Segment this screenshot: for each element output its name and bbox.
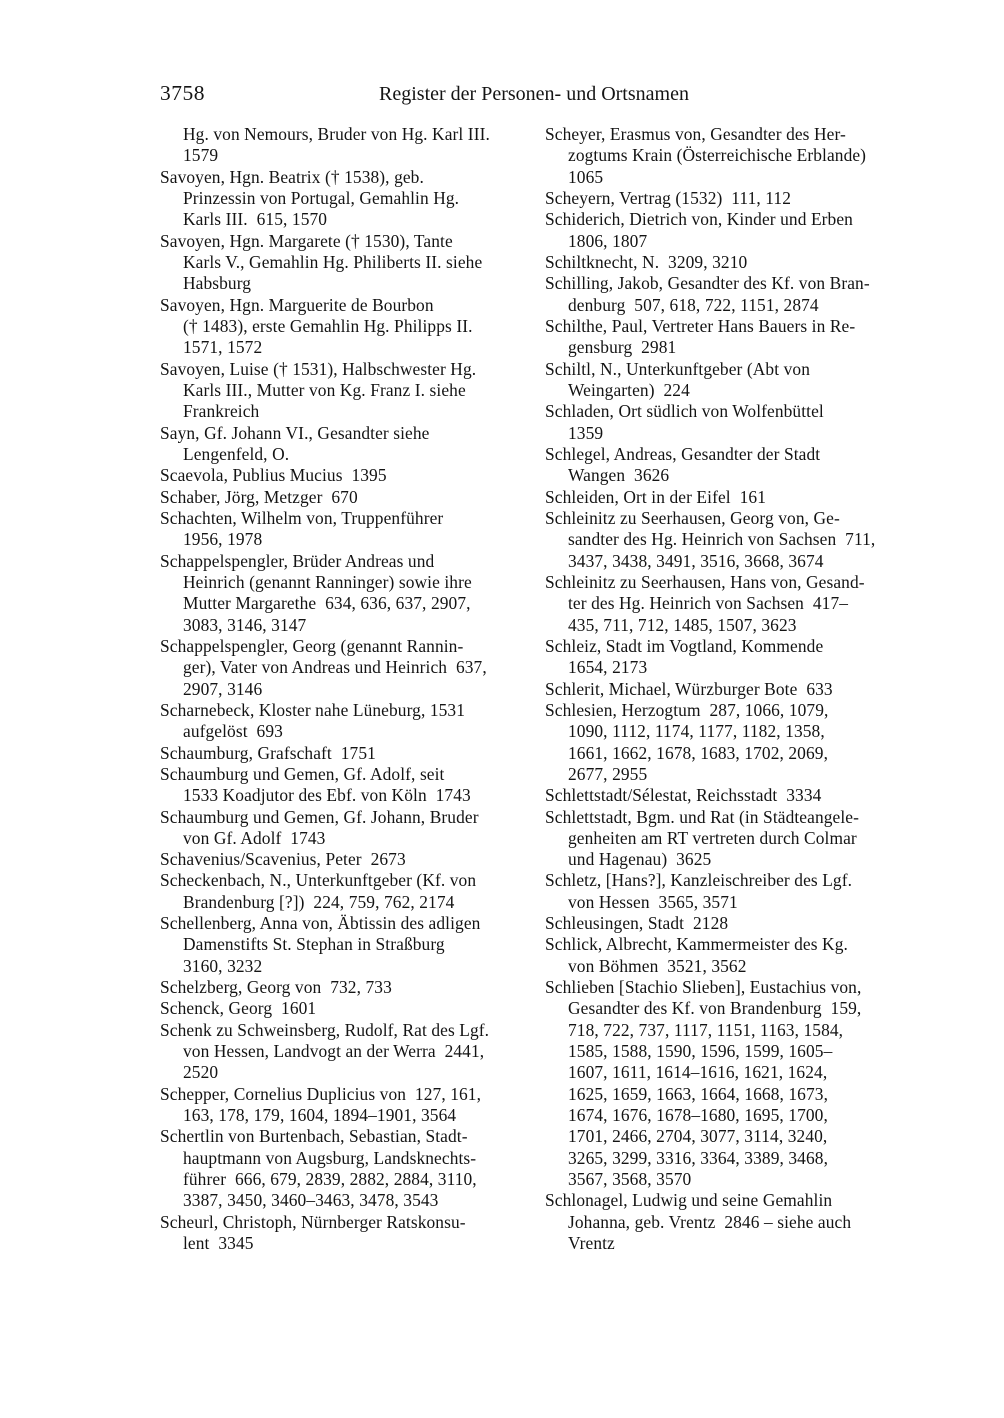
- index-line: gensburg 2981: [568, 337, 677, 358]
- index-line: Schlieben [Stachio Slieben], Eustachius von,: [545, 977, 862, 998]
- index-line: von Hessen, Landvogt an der Werra 2441,: [183, 1041, 485, 1062]
- index-line: Schellenberg, Anna von, Äbtissin des adligen: [160, 913, 481, 934]
- index-line: Scaevola, Publius Mucius 1395: [160, 465, 387, 486]
- index-line: Schaber, Jörg, Metzger 670: [160, 486, 358, 507]
- index-line: Schavenius/Scavenius, Peter 2673: [160, 849, 406, 870]
- index-line: 1579: [183, 145, 219, 166]
- index-line: Schladen, Ort südlich von Wolfenbüttel: [545, 401, 824, 422]
- index-line: Savoyen, Hgn. Beatrix († 1538), geb.: [160, 166, 424, 187]
- index-line: Hg. von Nemours, Bruder von Hg. Karl III.: [183, 124, 490, 144]
- index-line: von Gf. Adolf 1743: [183, 827, 326, 848]
- index-line: 1090, 1112, 1174, 1177, 1182, 1358,: [568, 721, 825, 742]
- index-line: 2677, 2955: [568, 763, 648, 784]
- index-line: Schappelspengler, Georg (genannt Rannin-: [160, 635, 464, 656]
- index-line: Heinrich (genannt Ranninger) sowie ihre: [183, 571, 472, 592]
- index-line: Damenstifts St. Stephan in Straßburg: [183, 934, 445, 955]
- index-line: Schlettstadt, Bgm. und Rat (in Städteangele-: [545, 806, 859, 827]
- index-line: Brandenburg [?]) 224, 759, 762, 2174: [183, 891, 455, 912]
- index-line: Schlonagel, Ludwig und seine Gemahlin: [545, 1190, 833, 1211]
- page-number: 3758: [160, 81, 205, 105]
- index-line: 1661, 1662, 1678, 1683, 1702, 2069,: [568, 742, 829, 763]
- index-line: Karls V., Gemahlin Hg. Philiberts II. siehe: [183, 251, 483, 272]
- index-line: 2520: [183, 1062, 219, 1083]
- index-line: Schlerit, Michael, Würzburger Bote 633: [545, 678, 833, 699]
- index-line: Karls III., Mutter von Kg. Franz I. siehe: [183, 379, 466, 400]
- index-line: Schiltknecht, N. 3209, 3210: [545, 251, 748, 272]
- index-line: Savoyen, Luise († 1531), Halbschwester Hg.: [160, 358, 477, 379]
- index-line: Schlesien, Herzogtum 287, 1066, 1079,: [545, 699, 829, 720]
- index-line: zogtums Krain (Österreichische Erblande): [568, 145, 867, 166]
- index-line: Schiltl, N., Unterkunftgeber (Abt von: [545, 358, 810, 379]
- index-line: († 1483), erste Gemahlin Hg. Philipps II.: [183, 315, 473, 336]
- index-line: Savoyen, Hgn. Margarete († 1530), Tante: [160, 230, 453, 251]
- index-line: 1806, 1807: [568, 230, 648, 251]
- index-line: 1533 Koadjutor des Ebf. von Köln 1743: [183, 785, 471, 806]
- index-line: von Böhmen 3521, 3562: [568, 955, 747, 976]
- index-line: sandter des Hg. Heinrich von Sachsen 711,: [568, 529, 876, 550]
- index-line: Schilling, Jakob, Gesandter des Kf. von Bran-: [545, 273, 870, 294]
- index-line: Schleiden, Ort in der Eifel 161: [545, 486, 767, 507]
- index-line: 1065: [568, 166, 604, 187]
- index-line: 718, 722, 737, 1117, 1151, 1163, 1584,: [568, 1019, 844, 1040]
- index-line: Vrentz: [568, 1233, 615, 1254]
- index-line: Scheckenbach, N., Unterkunftgeber (Kf. von: [160, 870, 477, 891]
- index-line: Schenck, Georg 1601: [160, 998, 317, 1019]
- index-line: Schleinitz zu Seerhausen, Hans von, Gesand-: [545, 571, 865, 592]
- index-line: Scheyer, Erasmus von, Gesandter des Her-: [545, 124, 846, 144]
- index-line: Schleinitz zu Seerhausen, Georg von, Ge-: [545, 507, 840, 528]
- index-line: Wangen 3626: [568, 465, 670, 486]
- index-line: lent 3345: [183, 1233, 254, 1254]
- index-line: Gesandter des Kf. von Brandenburg 159,: [568, 998, 862, 1019]
- index-line: Habsburg: [183, 273, 252, 294]
- index-line: von Hessen 3565, 3571: [568, 891, 738, 912]
- index-line: 3083, 3146, 3147: [183, 614, 307, 635]
- index-line: ger), Vater von Andreas und Heinrich 637,: [183, 657, 487, 678]
- index-line: Schlick, Albrecht, Kammermeister des Kg.: [545, 934, 848, 955]
- index-line: Schilthe, Paul, Vertreter Hans Bauers in Re-: [545, 315, 856, 336]
- index-line: führer 666, 679, 2839, 2882, 2884, 3110,: [183, 1169, 477, 1190]
- index-line: Schachten, Wilhelm von, Truppenführer: [160, 507, 444, 528]
- index-column-left: [160, 124, 538, 1254]
- index-line: Schiderich, Dietrich von, Kinder und Erben: [545, 209, 853, 230]
- index-line: Lengenfeld, O.: [183, 443, 290, 464]
- index-line: 1607, 1611, 1614–1616, 1621, 1624,: [568, 1062, 828, 1083]
- page-title: Register der Personen- und Ortsnamen: [379, 83, 689, 105]
- index-line: Schleusingen, Stadt 2128: [545, 913, 729, 934]
- index-line: Schappelspengler, Brüder Andreas und: [160, 550, 435, 571]
- index-line: Scheurl, Christoph, Nürnberger Ratskonsu-: [160, 1211, 466, 1232]
- index-line: 3437, 3438, 3491, 3516, 3668, 3674: [568, 550, 824, 571]
- index-line: ter des Hg. Heinrich von Sachsen 417–: [568, 593, 849, 614]
- index-line: Weingarten) 224: [568, 379, 690, 400]
- index-line: Scheyern, Vertrag (1532) 111, 112: [545, 187, 792, 208]
- index-line: Schaumburg und Gemen, Gf. Adolf, seit: [160, 763, 445, 784]
- index-line: Schaumburg und Gemen, Gf. Johann, Bruder: [160, 806, 479, 827]
- index-line: Frankreich: [183, 401, 260, 422]
- index-line: 1625, 1659, 1663, 1664, 1668, 1673,: [568, 1083, 829, 1104]
- index-line: 1956, 1978: [183, 529, 263, 550]
- index-line: Schepper, Cornelius Duplicius von 127, 161,: [160, 1083, 482, 1104]
- index-line: Schleiz, Stadt im Vogtland, Kommende: [545, 635, 824, 656]
- index-line: Savoyen, Hgn. Marguerite de Bourbon: [160, 294, 434, 315]
- index-line: genheiten am RT vertreten durch Colmar: [568, 827, 857, 848]
- index-line: Prinzessin von Portugal, Gemahlin Hg.: [183, 187, 460, 208]
- index-line: 1674, 1676, 1678–1680, 1695, 1700,: [568, 1105, 828, 1126]
- index-line: 1654, 2173: [568, 657, 648, 678]
- index-line: Schelzberg, Georg von 732, 733: [160, 977, 392, 998]
- index-line: 1571, 1572: [183, 337, 263, 358]
- index-line: Schlegel, Andreas, Gesandter der Stadt: [545, 443, 821, 464]
- index-line: Sayn, Gf. Johann VI., Gesandter siehe: [160, 422, 430, 443]
- index-line: Schletz, [Hans?], Kanzleischreiber des Lgf.: [545, 870, 853, 891]
- index-line: 3265, 3299, 3316, 3364, 3389, 3468,: [568, 1147, 829, 1168]
- index-line: 2907, 3146: [183, 678, 263, 699]
- index-line: 3387, 3450, 3460–3463, 3478, 3543: [183, 1190, 439, 1211]
- index-line: 163, 178, 179, 1604, 1894–1901, 3564: [183, 1105, 457, 1126]
- index-line: hauptmann von Augsburg, Landsknechts-: [183, 1147, 477, 1168]
- index-line: 3567, 3568, 3570: [568, 1169, 692, 1190]
- index-line: Schertlin von Burtenbach, Sebastian, Stadt-: [160, 1126, 468, 1147]
- index-line: 1585, 1588, 1590, 1596, 1599, 1605–: [568, 1041, 833, 1062]
- index-line: aufgelöst 693: [183, 721, 283, 742]
- index-line: Mutter Margarethe 634, 636, 637, 2907,: [183, 593, 471, 614]
- index-line: 1701, 2466, 2704, 3077, 3114, 3240,: [568, 1126, 828, 1147]
- index-line: Scharnebeck, Kloster nahe Lüneburg, 1531: [160, 699, 466, 720]
- index-line: Schaumburg, Grafschaft 1751: [160, 742, 376, 763]
- index-line: 435, 711, 712, 1485, 1507, 3623: [568, 614, 797, 635]
- index-column-right: [545, 124, 917, 1254]
- index-line: Schlettstadt/Sélestat, Reichsstadt 3334: [545, 785, 822, 806]
- index-line: Karls III. 615, 1570: [183, 209, 328, 230]
- index-line: 3160, 3232: [183, 955, 263, 976]
- index-line: und Hagenau) 3625: [568, 849, 712, 870]
- index-line: 1359: [568, 422, 604, 443]
- index-line: denburg 507, 618, 722, 1151, 2874: [568, 294, 819, 315]
- index-line: Johanna, geb. Vrentz 2846 – siehe auch: [568, 1211, 852, 1232]
- index-line: Schenk zu Schweinsberg, Rudolf, Rat des Lgf.: [160, 1019, 490, 1040]
